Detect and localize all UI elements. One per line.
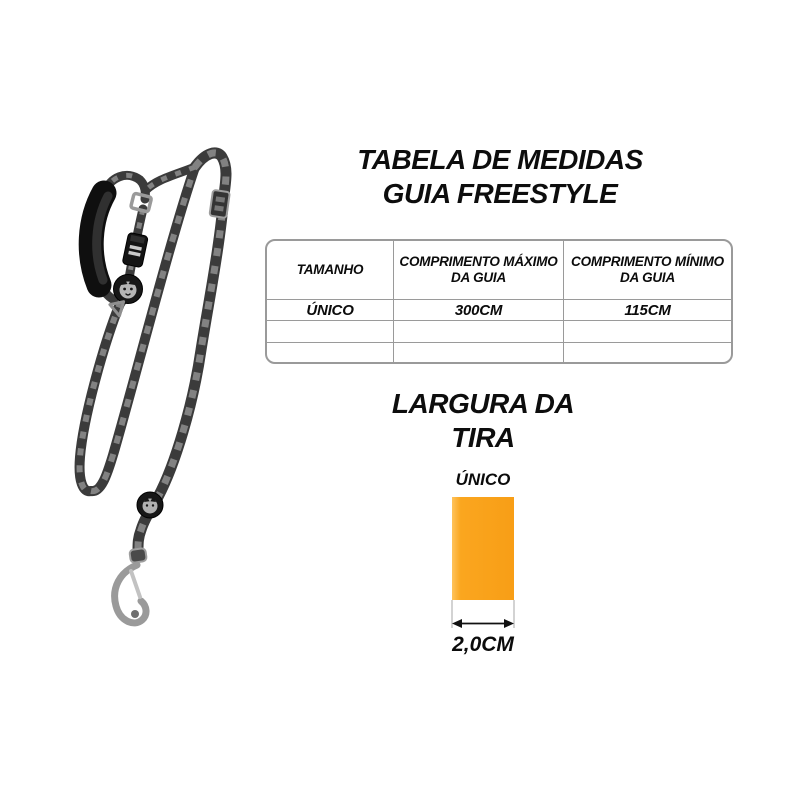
- leash-buckle: [122, 232, 148, 267]
- product-photo-leash: [25, 125, 285, 675]
- strap-size-label: ÚNICO: [455, 470, 511, 489]
- leash-logo-disc-top: [114, 275, 143, 304]
- strap-width-title: [283, 387, 683, 455]
- leash-slide-ring: [131, 193, 152, 212]
- size-table-title: [265, 143, 735, 211]
- leash-handle-pad: [91, 193, 108, 285]
- size-table-cell-size: ÚNICO: [267, 300, 394, 321]
- leash-snap-hook: [115, 548, 147, 623]
- size-table-header-tamanho: TAMANHO: [267, 241, 394, 300]
- size-table-cell-empty: [564, 321, 731, 343]
- size-table-header-comprimento-minimo: COMPRIMENTO MÍNIMO DA GUIA: [564, 241, 731, 300]
- strap-width-title-line1: LARGURA DA: [391, 388, 575, 419]
- strap-width-value: 2,0CM: [452, 633, 514, 656]
- size-table-cell-empty: [394, 321, 564, 343]
- size-table-title-line2: GUIA FREESTYLE: [382, 178, 618, 209]
- size-table-cell-min-length: 115CM: [564, 300, 731, 321]
- size-table-cell-empty: [394, 343, 564, 362]
- strap-width-title-line2: TIRA: [451, 422, 515, 453]
- size-table: [265, 239, 733, 364]
- width-measure-arrow-icon: [450, 600, 516, 632]
- strap-width-swatch: [452, 497, 514, 600]
- size-table-cell-max-length: 300CM: [394, 300, 564, 321]
- leash-logo-disc-bottom: [137, 492, 163, 518]
- size-table-cell-empty: [267, 321, 394, 343]
- size-table-cell-empty: [267, 343, 394, 362]
- size-table-title-line1: TABELA DE MEDIDAS: [357, 144, 643, 175]
- size-table-header-comprimento-maximo: COMPRIMENTO MÁXIMO DA GUIA: [394, 241, 564, 300]
- size-table-cell-empty: [564, 343, 731, 362]
- leash-strap-adjuster: [209, 190, 229, 218]
